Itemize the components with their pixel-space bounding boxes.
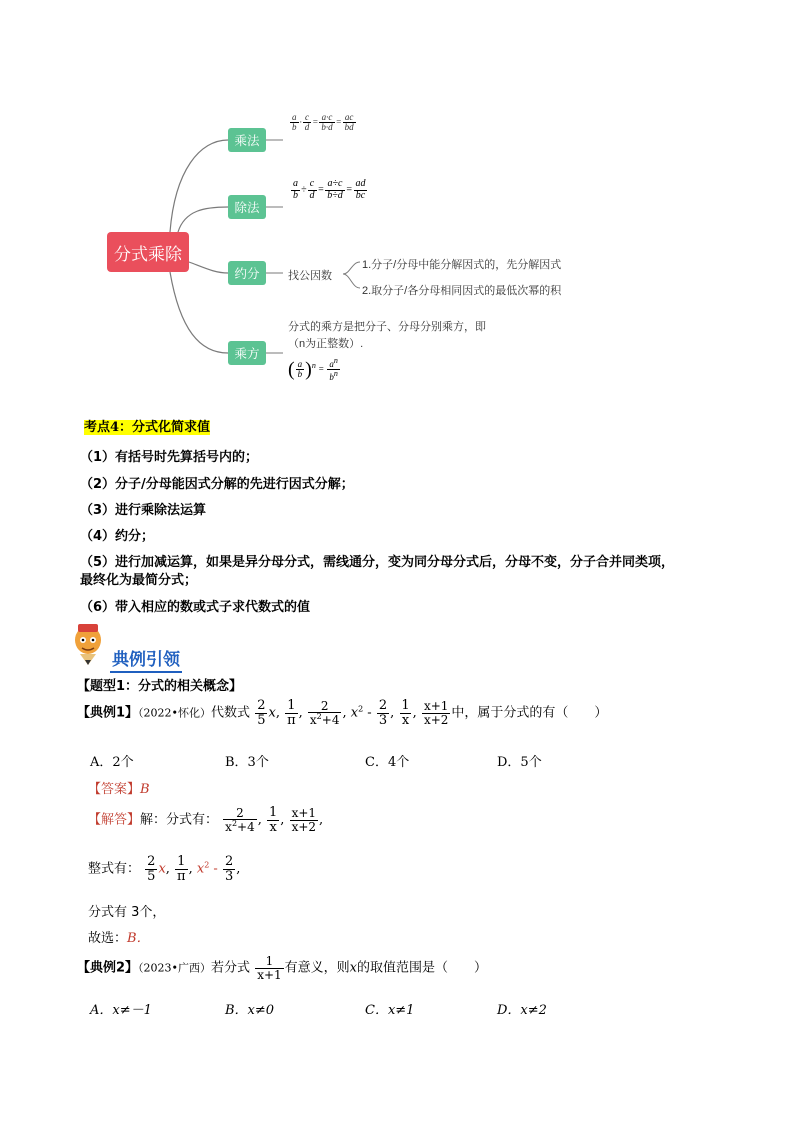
formula-division: $\frac{a}{b}$ ÷ $\frac{c}{d}$ = $\frac{a\div c}{b\div d}$ = $\frac{ad}{bc}$	[293, 178, 366, 201]
ex2-option-c: C．x≠1	[365, 1003, 415, 1018]
branch-chengfa: 乘法	[228, 128, 266, 152]
yuefen-item-2: 2.取分子/各分母相同因式的最低次幂的积	[362, 285, 562, 297]
mindmap-connectors	[0, 0, 794, 400]
branch-chengfang: 乘方	[228, 341, 266, 365]
ex1-option-d: D．5个	[497, 755, 542, 770]
step-3: （3）进行乘除法运算	[80, 503, 207, 518]
ex1-option-c: C．4个	[365, 755, 410, 770]
branch-chufa: 除法	[228, 195, 266, 219]
example-2-question: 【典例2】（2023•广西）若分式 $\frac{1}{x+1}$ 有意义，则x的取值范围是（ ）	[77, 954, 488, 982]
ex1-solution: 【解答】解：分式有： $\frac{2}{x^2+4}$ , $\frac{1}{x}$ , $\frac{x+1}{x+2}$ ,	[88, 805, 324, 835]
ex1-option-a: A．2个	[90, 755, 134, 770]
step-2: （2）分子/分母能因式分解的先进行因式分解；	[80, 477, 354, 492]
formula-multiplication: $\frac{a}{b}$ · $\frac{c}{d}$ = $\frac{a\cdot c}{b\cdot d}$ = $\frac{ac}{bd}$	[292, 112, 354, 133]
example-1-question: 【典例1】（2022•怀化）代数式 $\frac{2}{5}$ x, $\frac{1}{\pi}$ , $\frac{2}{x^2+4}$ , $x^2$ - $\frac{2}{3}$ , $\frac{1}{x}$ , $\frac{x+1}{x+2}$ 中，属于分式的有（ ）	[77, 698, 608, 728]
yuefen-key: 找公因数	[288, 270, 332, 282]
ex2-option-d: D．x≠2	[497, 1003, 547, 1018]
step-4: （4）约分；	[80, 529, 155, 544]
ex2-option-a: A．x≠－1	[90, 1003, 152, 1018]
branch-yuefen: 约分	[228, 261, 266, 285]
step-1: （1）有括号时先算括号内的；	[80, 450, 259, 465]
ex1-count: 分式有 3个，	[88, 905, 166, 920]
yuefen-item-1: 1.分子/分母中能分解因式的，先分解因式	[362, 259, 562, 271]
kaodian-title: 考点4：分式化简求值	[84, 420, 211, 435]
tixing-1: 【题型1：分式的相关概念】	[77, 679, 243, 694]
mindmap-root: 分式乘除	[107, 232, 189, 272]
pencil-mascot-icon	[70, 620, 106, 666]
section-title: 典例引领	[110, 645, 182, 673]
step-5-cont: 最终化为最简分式；	[80, 573, 198, 588]
step-6: （6）带入相应的数或式子求代数式的值	[80, 600, 311, 615]
ex1-choose: 故选：B．	[88, 931, 150, 946]
step-5: （5）进行加减运算，如果是异分母分式，需线通分，变为同分母分式后，分母不变，分子合并同类项，	[80, 555, 675, 570]
ex1-option-b: B．3个	[225, 755, 269, 770]
formula-power: ( $\frac{a}{b}$ )$^n$ = $\frac{a^n}{b^n}$	[288, 356, 338, 383]
ex2-option-b: B．x≠0	[225, 1003, 275, 1018]
ex1-zhengshi: 整式有： $\frac{2}{5}$ x, $\frac{1}{\pi}$ , $x^2$ - $\frac{2}{3}$ ,	[88, 854, 241, 884]
ex1-answer: 【答案】B	[88, 782, 150, 797]
chengfang-text-2: （n为正整数）.	[288, 338, 364, 350]
chengfang-text-1: 分式的乘方是把分子、分母分别乘方，即	[288, 321, 486, 333]
